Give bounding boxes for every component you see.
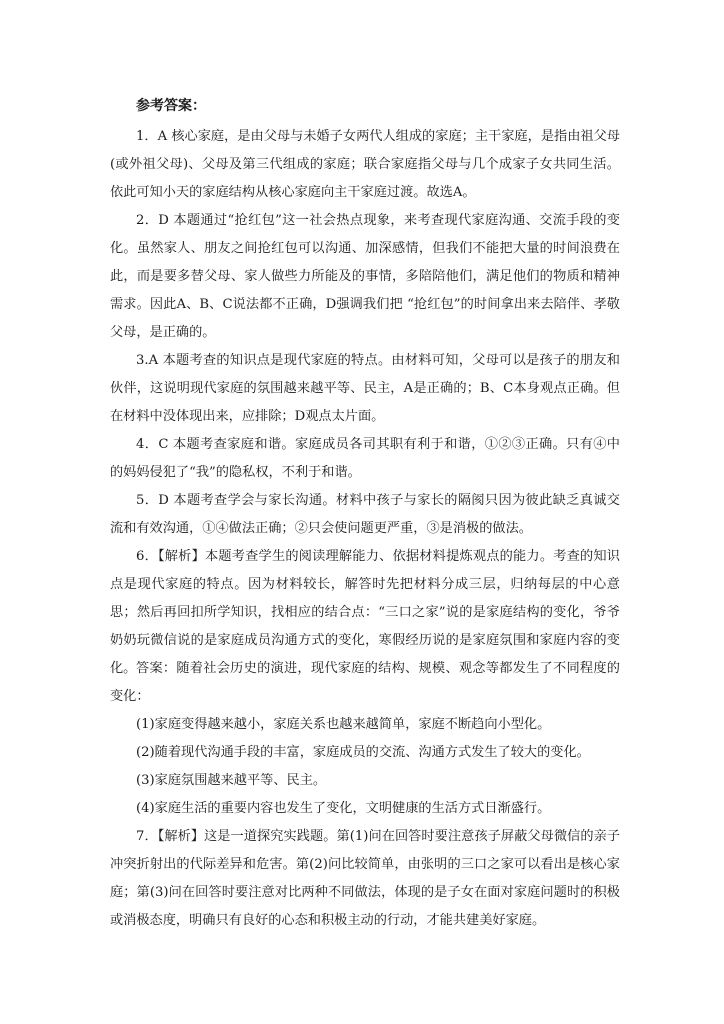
answer-5: 5．D 本题考查学会与家长沟通。材料中孩子与家长的隔阂只因为彼此缺乏真诚交流和有效沟通，①④做法正确；②只会使问题更严重，③是消极的做法。 [110,493,620,536]
answer-7-analysis: 7．【解析】这是一道探究实践题。第(1)问在回答时要注意孩子屏蔽父母微信的亲子冲突折射出的代际差异和危害。第(2)问比较简单，由张明的三口之家可以看出是核心家庭；第(3)问在回答时要注意对比两种不同做法，体现的是子女在面对家庭问题时的积极或消极态度，明确只有良好的心态和积极主动的行动，才能共建美好家庭。 [110,829,620,928]
answer-6-point-4: (4)家庭生活的重要内容也发生了变化，文明健康的生活方式日渐盛行。 [136,801,551,816]
answer-6-point-3: (3)家庭氛围越来越平等、民主。 [136,773,327,788]
answer-6-point-2: (2)随着现代沟通手段的丰富，家庭成员的交流、沟通方式发生了较大的变化。 [136,745,590,760]
answer-6-summary: 答案：随着社会历史的演进，现代家庭的结构、规模、观念等都发生了不同程度的变化： [110,661,620,704]
answer-2: 2．D 本题通过“抢红包”这一社会热点现象，来考查现代家庭沟通、交流手段的变化。虽然家人、朋友之间抢红包可以沟通、加深感情，但我们不能把大量的时间浪费在此，而是要多替父母、家人做些力所能及的事情，多陪陪他们，满足他们的物质和精神需求。因此A、B、C说法都不正确，D强调我们把 “抢红包”的时间拿出来去陪伴、孝敬父母，是正确的。 [110,213,620,340]
answer-3: 3.A 本题考查的知识点是现代家庭的特点。由材料可知，父母可以是孩子的朋友和伙伴，这说明现代家庭的氛围越来越平等、民主，A是正确的；B、C本身观点正确。但在材料中没体现出来，应排除；D观点太片面。 [110,353,620,424]
answer-6-point-1: (1)家庭变得越来越小，家庭关系也越来越简单，家庭不断趋向小型化。 [136,717,551,732]
answer-1: 1．A 核心家庭，是由父母与未婚子女两代人组成的家庭；主干家庭，是指由祖父母(或外祖父母)、父母及第三代组成的家庭；联合家庭指父母与几个成家子女共同生活。依此可知小天的家庭结构从核心家庭向主干家庭过渡。故选A。 [110,129,620,200]
answer-heading: 参考答案： [136,98,206,114]
answer-4: 4．C 本题考查家庭和谐。家庭成员各司其职有利于和谐，①②③正确。只有④中的妈妈侵犯了“我”的隐私权，不利于和谐。 [110,437,620,480]
answer-6-analysis: 6．【解析】本题考查学生的阅读理解能力、依据材料提炼观点的能力。考查的知识点是现代家庭的特点。因为材料较长，解答时先把材料分成三层，归纳每层的中心意思；然后再回扣所学知识，找相应的结合点：“三口之家”说的是家庭结构的变化，爷爷奶奶玩微信说的是家庭成员沟通方式的变化，寒假经历说的是家庭氛围和家庭内容的变化。 [110,549,620,676]
